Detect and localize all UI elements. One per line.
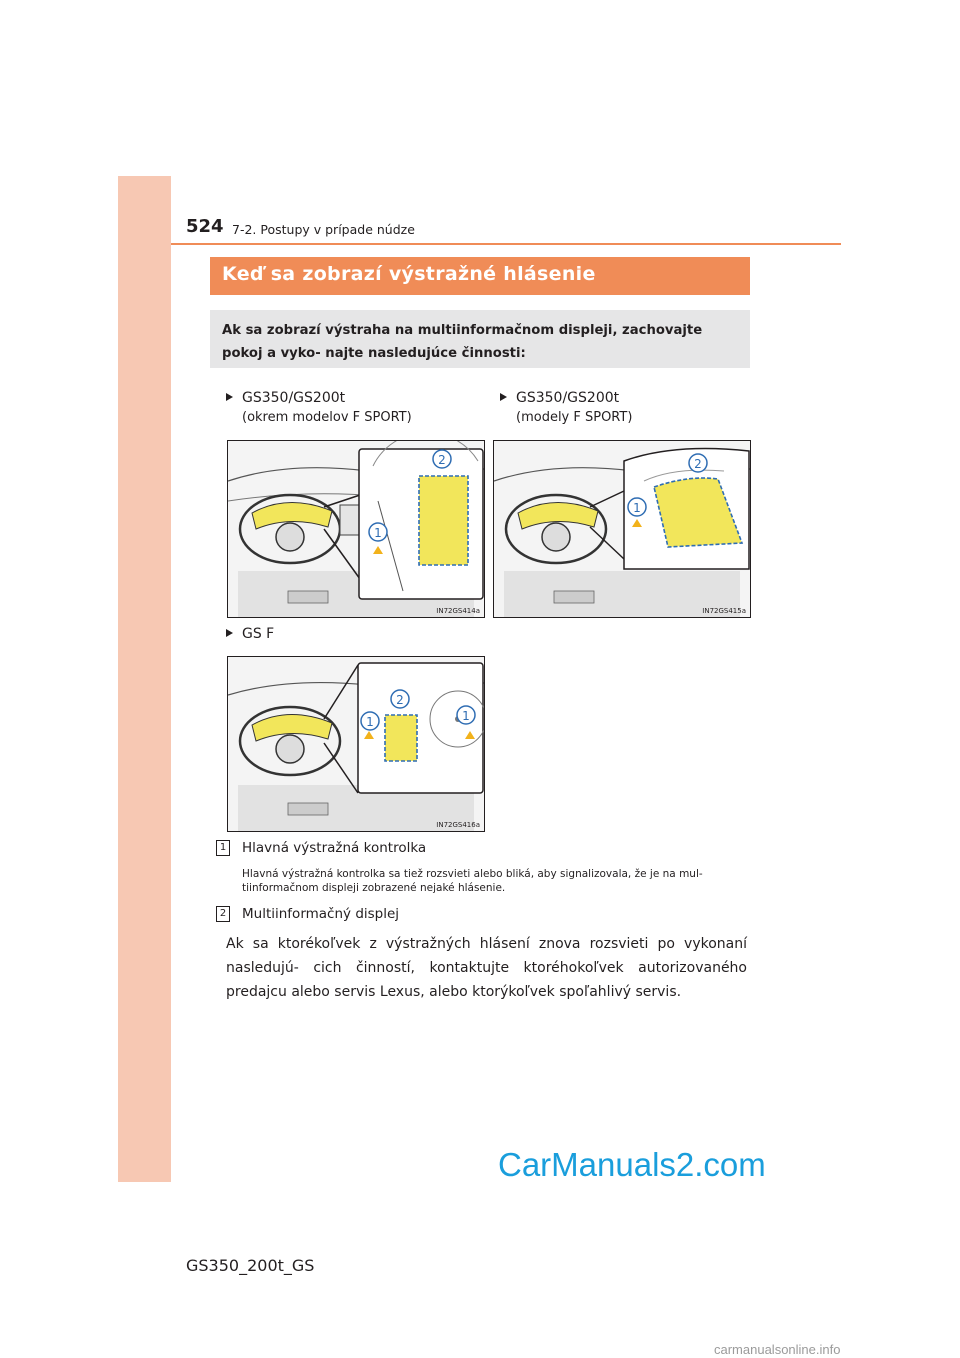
footer-code: GS350_200t_GS — [186, 1256, 315, 1275]
variant-3-title: GS F — [242, 626, 275, 642]
variant-2-heading — [516, 388, 632, 428]
item-2-label: Multiinformačný displej — [242, 906, 400, 922]
figure-dashboard-f-sport — [493, 440, 751, 618]
figure-1-callout-1: 1 — [374, 526, 382, 540]
item-1-note: Hlavná výstražná kontrolka sa tiež rozsvieti alebo bliká, aby signalizovala, že je na mul- tiinformačnom displeji zobrazené nejaké hlásenie. — [242, 868, 703, 894]
variant-1-heading — [242, 388, 412, 428]
item-2-number: 2 — [216, 906, 230, 922]
variant-2-subtitle: (modely F SPORT) — [516, 410, 633, 425]
figure-3-callout-2: 2 — [396, 693, 404, 707]
bullet-triangle-icon — [500, 393, 507, 401]
figure-3-callout-1b: 1 — [462, 709, 470, 723]
bottom-watermark: carmanualsonline.info — [714, 1342, 841, 1357]
dashboard-illustration-icon — [228, 441, 484, 617]
variant-2-title: GS350/GS200t — [516, 390, 620, 406]
variant-1-subtitle: (okrem modelov F SPORT) — [242, 410, 412, 425]
figure-2-code: IN72GS415a — [702, 607, 746, 615]
chapter-title: 7-2. Postupy v prípade núdze — [232, 222, 415, 237]
bullet-triangle-icon — [226, 393, 233, 401]
body-paragraph: Ak sa ktorékoľvek z výstražných hlásení znova rozsvieti po vykonaní nasledujú- cich činností, kontaktujte ktoréhokoľvek autorizovaného predajcu alebo servis Lexus, alebo ktorýkoľvek spoľahlivý servis. — [226, 936, 747, 1000]
item-1-label: Hlavná výstražná kontrolka — [242, 840, 427, 856]
dashboard-illustration-icon — [494, 441, 750, 617]
side-tab-bar — [118, 176, 171, 1182]
figure-2-callout-2: 2 — [694, 457, 702, 471]
figure-2-callout-1: 1 — [633, 501, 641, 515]
figure-3-callout-1a: 1 — [366, 715, 374, 729]
figure-1-code: IN72GS414a — [436, 607, 480, 615]
item-1-number: 1 — [216, 840, 230, 856]
watermark[interactable]: CarManuals2.com — [498, 1146, 766, 1183]
figure-dashboard-gs-f — [227, 656, 485, 832]
variant-1-title: GS350/GS200t — [242, 390, 346, 406]
page-number: 524 — [186, 216, 224, 237]
section-title: Keď sa zobrazí výstražné hlásenie — [210, 257, 750, 295]
header-rule — [171, 243, 841, 245]
variant-3-heading — [242, 624, 274, 644]
figure-3-code: IN72GS416a — [436, 821, 480, 829]
figure-1-callout-2: 2 — [438, 453, 446, 467]
figure-dashboard-standard — [227, 440, 485, 618]
bullet-triangle-icon — [226, 629, 233, 637]
dashboard-illustration-icon — [228, 657, 484, 831]
intro-box: Ak sa zobrazí výstraha na multiinformačnom displeji, zachovajte pokoj a vyko- najte nasledujúce činnosti: — [210, 310, 750, 368]
